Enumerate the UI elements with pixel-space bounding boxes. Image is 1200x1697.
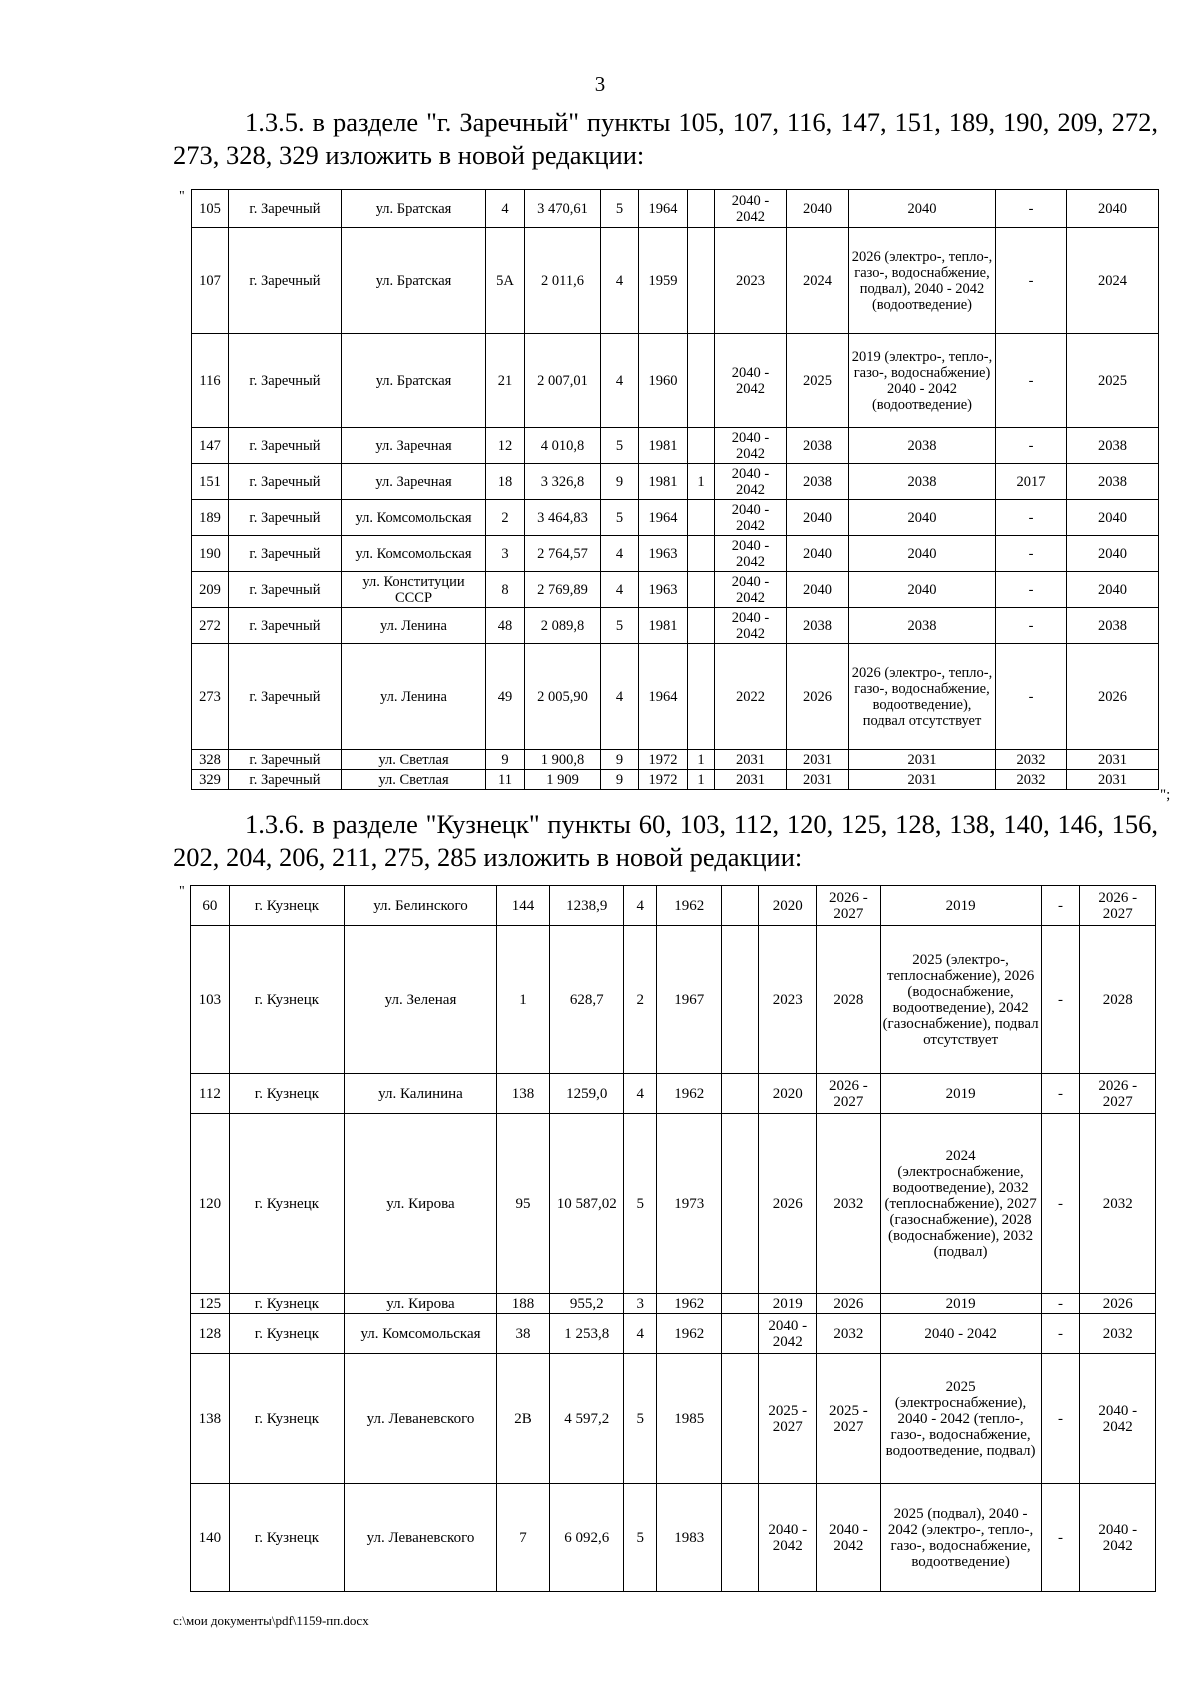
kuznetsk-cell-repair: -: [1041, 926, 1080, 1074]
paragraph-1-3-5: [173, 106, 1158, 172]
zarechny-cell-house: 8: [486, 572, 525, 608]
table-quote-close: ";: [1160, 787, 1171, 803]
zarechny-row: [192, 536, 1159, 572]
kuznetsk-cell-deadline-a: 2040 - 2042: [759, 1314, 817, 1354]
zarechny-row: [192, 464, 1159, 500]
zarechny-cell-deadline-b: 2025: [787, 334, 849, 428]
zarechny-cell-deadline-a: 2040 - 2042: [715, 500, 787, 536]
zarechny-cell-area: 1 909: [525, 770, 601, 790]
kuznetsk-cell-house: 38: [497, 1314, 550, 1354]
zarechny-cell-deadline-a: 2040 - 2042: [715, 536, 787, 572]
zarechny-cell-floors: 4: [601, 536, 639, 572]
zarechny-cell-street: ул. Братская: [342, 334, 486, 428]
zarechny-cell-floors: 9: [601, 770, 639, 790]
zarechny-cell-year: 1963: [639, 572, 688, 608]
zarechny-cell-area: 3 326,8: [525, 464, 601, 500]
kuznetsk-row: [191, 886, 1156, 926]
kuznetsk-cell-street: ул. Кирова: [345, 1294, 497, 1314]
kuznetsk-cell-extra: [722, 926, 759, 1074]
kuznetsk-cell-year: 1962: [657, 886, 722, 926]
zarechny-cell-floors: 9: [601, 750, 639, 770]
zarechny-row: [192, 572, 1159, 608]
zarechny-cell-year: 1963: [639, 536, 688, 572]
zarechny-cell-extra: [688, 536, 715, 572]
zarechny-cell-final: 2031: [1067, 770, 1159, 790]
zarechny-cell-num: 272: [192, 608, 229, 644]
kuznetsk-cell-final: 2028: [1080, 926, 1156, 1074]
zarechny-table: [191, 189, 1159, 790]
zarechny-cell-floors: 4: [601, 572, 639, 608]
zarechny-cell-area: 2 764,57: [525, 536, 601, 572]
kuznetsk-cell-deadline-b: 2028: [817, 926, 880, 1074]
zarechny-cell-deadline-b: 2024: [787, 228, 849, 334]
kuznetsk-cell-extra: [722, 1314, 759, 1354]
zarechny-cell-area: 2 011,6: [525, 228, 601, 334]
zarechny-cell-repair: 2032: [996, 750, 1067, 770]
zarechny-cell-final: 2040: [1067, 190, 1159, 228]
zarechny-cell-street: ул. Светлая: [342, 770, 486, 790]
zarechny-cell-year: 1959: [639, 228, 688, 334]
zarechny-cell-deadline-a: 2031: [715, 750, 787, 770]
zarechny-cell-repair: -: [996, 500, 1067, 536]
zarechny-row: [192, 428, 1159, 464]
zarechny-cell-num: 209: [192, 572, 229, 608]
kuznetsk-cell-street: ул. Зеленая: [345, 926, 497, 1074]
kuznetsk-cell-works: 2019: [880, 1074, 1041, 1114]
zarechny-cell-deadline-a: 2040 - 2042: [715, 190, 787, 228]
zarechny-cell-street: ул. Комсомольская: [342, 536, 486, 572]
zarechny-cell-street: ул. Комсомольская: [342, 500, 486, 536]
kuznetsk-cell-works: 2019: [880, 886, 1041, 926]
zarechny-cell-city: г. Заречный: [229, 608, 342, 644]
zarechny-cell-repair: -: [996, 536, 1067, 572]
zarechny-cell-city: г. Заречный: [229, 770, 342, 790]
table-quote-open: ": [179, 189, 185, 204]
kuznetsk-cell-repair: -: [1041, 1114, 1080, 1294]
zarechny-cell-street: ул. Заречная: [342, 428, 486, 464]
zarechny-cell-repair: -: [996, 334, 1067, 428]
kuznetsk-cell-city: г. Кузнецк: [229, 1074, 344, 1114]
zarechny-cell-city: г. Заречный: [229, 644, 342, 750]
zarechny-cell-street: ул. Ленина: [342, 644, 486, 750]
zarechny-cell-deadline-b: 2040: [787, 572, 849, 608]
kuznetsk-cell-house: 95: [497, 1114, 550, 1294]
zarechny-cell-street: ул. Братская: [342, 190, 486, 228]
kuznetsk-cell-num: 60: [191, 886, 230, 926]
kuznetsk-cell-repair: -: [1041, 1484, 1080, 1592]
kuznetsk-cell-extra: [722, 1294, 759, 1314]
kuznetsk-cell-deadline-b: 2026 - 2027: [817, 886, 880, 926]
zarechny-cell-year: 1972: [639, 770, 688, 790]
zarechny-row: [192, 228, 1159, 334]
zarechny-cell-deadline-b: 2038: [787, 608, 849, 644]
zarechny-cell-year: 1981: [639, 428, 688, 464]
kuznetsk-row: [191, 1294, 1156, 1314]
zarechny-cell-floors: 4: [601, 228, 639, 334]
zarechny-cell-deadline-b: 2040: [787, 536, 849, 572]
zarechny-cell-final: 2038: [1067, 608, 1159, 644]
kuznetsk-cell-works: 2025 (электро-, теплоснабжение), 2026 (водоснабжение, водоотведение), 2042 (газоснабжение), подвал отсутствует: [880, 926, 1041, 1074]
zarechny-cell-final: 2026: [1067, 644, 1159, 750]
zarechny-cell-city: г. Заречный: [229, 228, 342, 334]
zarechny-cell-floors: 5: [601, 608, 639, 644]
zarechny-cell-final: 2040: [1067, 536, 1159, 572]
zarechny-cell-area: 1 900,8: [525, 750, 601, 770]
kuznetsk-cell-works: 2025 (электроснабжение), 2040 - 2042 (тепло-, газо-, водоснабжение, водоотведение, подвал): [880, 1354, 1041, 1484]
zarechny-cell-year: 1981: [639, 464, 688, 500]
kuznetsk-cell-num: 128: [191, 1314, 230, 1354]
kuznetsk-cell-extra: [722, 1114, 759, 1294]
paragraph-1-3-5-text: 1.3.5. в разделе "г. Заречный" пункты 105, 107, 116, 147, 151, 189, 190, 209, 272, 273, 328, 329 изложить в новой редакции:: [173, 107, 1158, 170]
zarechny-cell-works: 2019 (электро-, тепло-, газо-, водоснабжение) 2040 - 2042 (водоотведение): [849, 334, 996, 428]
page-number: 3: [594, 72, 606, 96]
kuznetsk-cell-house: 2В: [497, 1354, 550, 1484]
zarechny-cell-extra: [688, 428, 715, 464]
kuznetsk-cell-area: 1 253,8: [550, 1314, 624, 1354]
zarechny-cell-year: 1960: [639, 334, 688, 428]
kuznetsk-cell-year: 1962: [657, 1314, 722, 1354]
zarechny-cell-deadline-a: 2040 - 2042: [715, 334, 787, 428]
kuznetsk-cell-house: 138: [497, 1074, 550, 1114]
kuznetsk-cell-deadline-b: 2026: [817, 1294, 880, 1314]
zarechny-cell-area: 2 769,89: [525, 572, 601, 608]
zarechny-cell-num: 190: [192, 536, 229, 572]
zarechny-row: [192, 644, 1159, 750]
zarechny-cell-year: 1964: [639, 644, 688, 750]
zarechny-cell-area: 2 089,8: [525, 608, 601, 644]
zarechny-cell-house: 9: [486, 750, 525, 770]
zarechny-cell-extra: [688, 334, 715, 428]
zarechny-cell-deadline-a: 2031: [715, 770, 787, 790]
zarechny-cell-repair: 2017: [996, 464, 1067, 500]
zarechny-cell-num: 116: [192, 334, 229, 428]
kuznetsk-cell-floors: 5: [624, 1484, 657, 1592]
kuznetsk-cell-floors: 4: [624, 886, 657, 926]
kuznetsk-cell-extra: [722, 886, 759, 926]
zarechny-row: [192, 770, 1159, 790]
kuznetsk-cell-area: 1259,0: [550, 1074, 624, 1114]
zarechny-cell-deadline-a: 2040 - 2042: [715, 572, 787, 608]
kuznetsk-cell-street: ул. Белинского: [345, 886, 497, 926]
kuznetsk-cell-house: 188: [497, 1294, 550, 1314]
zarechny-cell-repair: -: [996, 644, 1067, 750]
zarechny-cell-repair: -: [996, 228, 1067, 334]
zarechny-cell-city: г. Заречный: [229, 572, 342, 608]
kuznetsk-cell-deadline-a: 2026: [759, 1114, 817, 1294]
zarechny-cell-extra: 1: [688, 770, 715, 790]
zarechny-cell-deadline-a: 2040 - 2042: [715, 464, 787, 500]
kuznetsk-cell-num: 140: [191, 1484, 230, 1592]
kuznetsk-cell-final: 2026: [1080, 1294, 1156, 1314]
kuznetsk-cell-area: 6 092,6: [550, 1484, 624, 1592]
zarechny-cell-deadline-b: 2040: [787, 500, 849, 536]
zarechny-cell-house: 49: [486, 644, 525, 750]
zarechny-cell-street: ул. Ленина: [342, 608, 486, 644]
zarechny-cell-num: 147: [192, 428, 229, 464]
zarechny-cell-deadline-a: 2022: [715, 644, 787, 750]
kuznetsk-row: [191, 1484, 1156, 1592]
zarechny-cell-repair: -: [996, 608, 1067, 644]
kuznetsk-cell-floors: 5: [624, 1114, 657, 1294]
zarechny-cell-city: г. Заречный: [229, 536, 342, 572]
zarechny-cell-num: 329: [192, 770, 229, 790]
zarechny-cell-final: 2040: [1067, 500, 1159, 536]
zarechny-cell-floors: 4: [601, 644, 639, 750]
kuznetsk-cell-num: 125: [191, 1294, 230, 1314]
zarechny-cell-repair: -: [996, 190, 1067, 228]
zarechny-cell-floors: 9: [601, 464, 639, 500]
zarechny-cell-house: 21: [486, 334, 525, 428]
zarechny-cell-final: 2038: [1067, 428, 1159, 464]
kuznetsk-cell-deadline-a: 2023: [759, 926, 817, 1074]
zarechny-cell-area: 3 464,83: [525, 500, 601, 536]
kuznetsk-row: [191, 1314, 1156, 1354]
kuznetsk-cell-house: 7: [497, 1484, 550, 1592]
kuznetsk-cell-deadline-a: 2040 - 2042: [759, 1484, 817, 1592]
zarechny-cell-year: 1981: [639, 608, 688, 644]
zarechny-cell-works: 2038: [849, 428, 996, 464]
kuznetsk-cell-city: г. Кузнецк: [229, 1294, 344, 1314]
zarechny-cell-area: 3 470,61: [525, 190, 601, 228]
zarechny-row: [192, 750, 1159, 770]
zarechny-cell-extra: 1: [688, 750, 715, 770]
kuznetsk-cell-year: 1983: [657, 1484, 722, 1592]
zarechny-cell-city: г. Заречный: [229, 500, 342, 536]
kuznetsk-cell-works: 2040 - 2042: [880, 1314, 1041, 1354]
zarechny-cell-repair: 2032: [996, 770, 1067, 790]
kuznetsk-row: [191, 1114, 1156, 1294]
zarechny-cell-repair: -: [996, 572, 1067, 608]
kuznetsk-cell-deadline-b: 2032: [817, 1314, 880, 1354]
zarechny-row: [192, 190, 1159, 228]
zarechny-cell-year: 1964: [639, 190, 688, 228]
zarechny-cell-house: 5А: [486, 228, 525, 334]
zarechny-row: [192, 500, 1159, 536]
zarechny-cell-deadline-a: 2023: [715, 228, 787, 334]
zarechny-cell-floors: 5: [601, 190, 639, 228]
zarechny-cell-street: ул. Конституции СССР: [342, 572, 486, 608]
kuznetsk-cell-deadline-b: 2032: [817, 1114, 880, 1294]
zarechny-cell-final: 2031: [1067, 750, 1159, 770]
kuznetsk-cell-area: 1238,9: [550, 886, 624, 926]
kuznetsk-cell-deadline-a: 2019: [759, 1294, 817, 1314]
kuznetsk-cell-floors: 3: [624, 1294, 657, 1314]
zarechny-cell-extra: 1: [688, 464, 715, 500]
zarechny-row: [192, 334, 1159, 428]
zarechny-cell-deadline-b: 2031: [787, 750, 849, 770]
paragraph-1-3-6-text: 1.3.6. в разделе "Кузнецк" пункты 60, 103, 112, 120, 125, 128, 138, 140, 146, 156, 202, 204, 206, 211, 275, 285 изложить в новой редакции:: [173, 809, 1158, 872]
zarechny-cell-extra: [688, 500, 715, 536]
kuznetsk-cell-num: 120: [191, 1114, 230, 1294]
kuznetsk-cell-city: г. Кузнецк: [229, 1314, 344, 1354]
kuznetsk-cell-final: 2040 - 2042: [1080, 1484, 1156, 1592]
kuznetsk-cell-repair: -: [1041, 1074, 1080, 1114]
kuznetsk-cell-deadline-a: 2025 - 2027: [759, 1354, 817, 1484]
zarechny-cell-deadline-b: 2038: [787, 464, 849, 500]
zarechny-cell-deadline-b: 2038: [787, 428, 849, 464]
zarechny-cell-num: 151: [192, 464, 229, 500]
zarechny-cell-num: 107: [192, 228, 229, 334]
kuznetsk-cell-deadline-b: 2040 - 2042: [817, 1484, 880, 1592]
kuznetsk-cell-extra: [722, 1074, 759, 1114]
kuznetsk-cell-repair: -: [1041, 886, 1080, 926]
zarechny-cell-deadline-b: 2026: [787, 644, 849, 750]
kuznetsk-cell-works: 2025 (подвал), 2040 - 2042 (электро-, тепло-, газо-, водоснабжение, водоотведение): [880, 1484, 1041, 1592]
zarechny-cell-extra: [688, 228, 715, 334]
zarechny-cell-house: 2: [486, 500, 525, 536]
zarechny-cell-extra: [688, 190, 715, 228]
zarechny-cell-works: 2038: [849, 464, 996, 500]
zarechny-cell-street: ул. Заречная: [342, 464, 486, 500]
paragraph-1-3-6: [173, 808, 1158, 874]
zarechny-cell-house: 18: [486, 464, 525, 500]
zarechny-cell-floors: 5: [601, 428, 639, 464]
kuznetsk-cell-year: 1973: [657, 1114, 722, 1294]
kuznetsk-cell-year: 1967: [657, 926, 722, 1074]
zarechny-cell-year: 1972: [639, 750, 688, 770]
zarechny-cell-house: 48: [486, 608, 525, 644]
kuznetsk-cell-city: г. Кузнецк: [229, 926, 344, 1074]
kuznetsk-cell-street: ул. Леваневского: [345, 1354, 497, 1484]
zarechny-cell-final: 2024: [1067, 228, 1159, 334]
zarechny-cell-area: 2 005,90: [525, 644, 601, 750]
kuznetsk-cell-year: 1962: [657, 1294, 722, 1314]
kuznetsk-cell-extra: [722, 1354, 759, 1484]
kuznetsk-cell-final: 2032: [1080, 1314, 1156, 1354]
kuznetsk-cell-repair: -: [1041, 1354, 1080, 1484]
zarechny-cell-city: г. Заречный: [229, 334, 342, 428]
kuznetsk-cell-street: ул. Калинина: [345, 1074, 497, 1114]
kuznetsk-cell-house: 144: [497, 886, 550, 926]
zarechny-cell-works: 2040: [849, 190, 996, 228]
zarechny-cell-works: 2026 (электро-, тепло-, газо-, водоснабжение, водоотведение), подвал отсутствует: [849, 644, 996, 750]
kuznetsk-cell-num: 103: [191, 926, 230, 1074]
zarechny-cell-city: г. Заречный: [229, 428, 342, 464]
kuznetsk-cell-final: 2032: [1080, 1114, 1156, 1294]
kuznetsk-row: [191, 926, 1156, 1074]
zarechny-cell-house: 12: [486, 428, 525, 464]
zarechny-cell-works: 2040: [849, 536, 996, 572]
zarechny-cell-extra: [688, 644, 715, 750]
zarechny-cell-num: 273: [192, 644, 229, 750]
zarechny-cell-final: 2038: [1067, 464, 1159, 500]
zarechny-cell-street: ул. Братская: [342, 228, 486, 334]
zarechny-cell-deadline-a: 2040 - 2042: [715, 428, 787, 464]
kuznetsk-cell-city: г. Кузнецк: [229, 1484, 344, 1592]
zarechny-cell-works: 2031: [849, 750, 996, 770]
kuznetsk-cell-area: 10 587,02: [550, 1114, 624, 1294]
zarechny-cell-num: 189: [192, 500, 229, 536]
kuznetsk-row: [191, 1074, 1156, 1114]
kuznetsk-cell-city: г. Кузнецк: [229, 1114, 344, 1294]
table-quote-open-2: ": [179, 884, 185, 899]
kuznetsk-cell-floors: 4: [624, 1314, 657, 1354]
kuznetsk-cell-street: ул. Кирова: [345, 1114, 497, 1294]
zarechny-cell-works: 2040: [849, 500, 996, 536]
kuznetsk-cell-year: 1962: [657, 1074, 722, 1114]
footer-file-path: c:\мои документы\pdf\1159-пп.docx: [173, 1613, 369, 1628]
kuznetsk-cell-deadline-a: 2020: [759, 1074, 817, 1114]
kuznetsk-cell-area: 628,7: [550, 926, 624, 1074]
kuznetsk-cell-street: ул. Леваневского: [345, 1484, 497, 1592]
zarechny-cell-deadline-b: 2040: [787, 190, 849, 228]
kuznetsk-cell-num: 138: [191, 1354, 230, 1484]
kuznetsk-cell-floors: 4: [624, 1074, 657, 1114]
zarechny-cell-city: г. Заречный: [229, 464, 342, 500]
zarechny-cell-city: г. Заречный: [229, 190, 342, 228]
zarechny-cell-city: г. Заречный: [229, 750, 342, 770]
zarechny-cell-house: 3: [486, 536, 525, 572]
kuznetsk-cell-year: 1985: [657, 1354, 722, 1484]
zarechny-cell-works: 2038: [849, 608, 996, 644]
kuznetsk-cell-final: 2026 - 2027: [1080, 1074, 1156, 1114]
kuznetsk-cell-area: 955,2: [550, 1294, 624, 1314]
zarechny-cell-deadline-a: 2040 - 2042: [715, 608, 787, 644]
kuznetsk-cell-repair: -: [1041, 1314, 1080, 1354]
kuznetsk-cell-final: 2040 - 2042: [1080, 1354, 1156, 1484]
zarechny-cell-repair: -: [996, 428, 1067, 464]
kuznetsk-cell-street: ул. Комсомольская: [345, 1314, 497, 1354]
kuznetsk-table: [190, 885, 1156, 1592]
zarechny-cell-street: ул. Светлая: [342, 750, 486, 770]
kuznetsk-cell-city: г. Кузнецк: [229, 1354, 344, 1484]
zarechny-cell-house: 11: [486, 770, 525, 790]
zarechny-cell-area: 2 007,01: [525, 334, 601, 428]
kuznetsk-cell-floors: 5: [624, 1354, 657, 1484]
kuznetsk-cell-num: 112: [191, 1074, 230, 1114]
zarechny-cell-works: 2026 (электро-, тепло-, газо-, водоснабжение, подвал), 2040 - 2042 (водоотведение): [849, 228, 996, 334]
kuznetsk-row: [191, 1354, 1156, 1484]
zarechny-cell-extra: [688, 572, 715, 608]
zarechny-cell-house: 4: [486, 190, 525, 228]
kuznetsk-cell-house: 1: [497, 926, 550, 1074]
kuznetsk-cell-city: г. Кузнецк: [229, 886, 344, 926]
zarechny-cell-works: 2040: [849, 572, 996, 608]
kuznetsk-cell-works: 2019: [880, 1294, 1041, 1314]
kuznetsk-cell-repair: -: [1041, 1294, 1080, 1314]
zarechny-cell-final: 2040: [1067, 572, 1159, 608]
zarechny-cell-floors: 5: [601, 500, 639, 536]
kuznetsk-cell-deadline-a: 2020: [759, 886, 817, 926]
zarechny-cell-area: 4 010,8: [525, 428, 601, 464]
zarechny-cell-year: 1964: [639, 500, 688, 536]
zarechny-cell-final: 2025: [1067, 334, 1159, 428]
kuznetsk-cell-deadline-b: 2025 - 2027: [817, 1354, 880, 1484]
kuznetsk-cell-works: 2024 (электроснабжение, водоотведение), 2032 (теплоснабжение), 2027 (газоснабжение), 2028 (водоснабжение), 2032 (подвал): [880, 1114, 1041, 1294]
kuznetsk-cell-floors: 2: [624, 926, 657, 1074]
zarechny-cell-deadline-b: 2031: [787, 770, 849, 790]
zarechny-cell-extra: [688, 608, 715, 644]
kuznetsk-cell-extra: [722, 1484, 759, 1592]
zarechny-cell-num: 105: [192, 190, 229, 228]
kuznetsk-cell-final: 2026 - 2027: [1080, 886, 1156, 926]
zarechny-cell-floors: 4: [601, 334, 639, 428]
kuznetsk-cell-area: 4 597,2: [550, 1354, 624, 1484]
zarechny-row: [192, 608, 1159, 644]
zarechny-cell-works: 2031: [849, 770, 996, 790]
zarechny-cell-num: 328: [192, 750, 229, 770]
kuznetsk-cell-deadline-b: 2026 - 2027: [817, 1074, 880, 1114]
